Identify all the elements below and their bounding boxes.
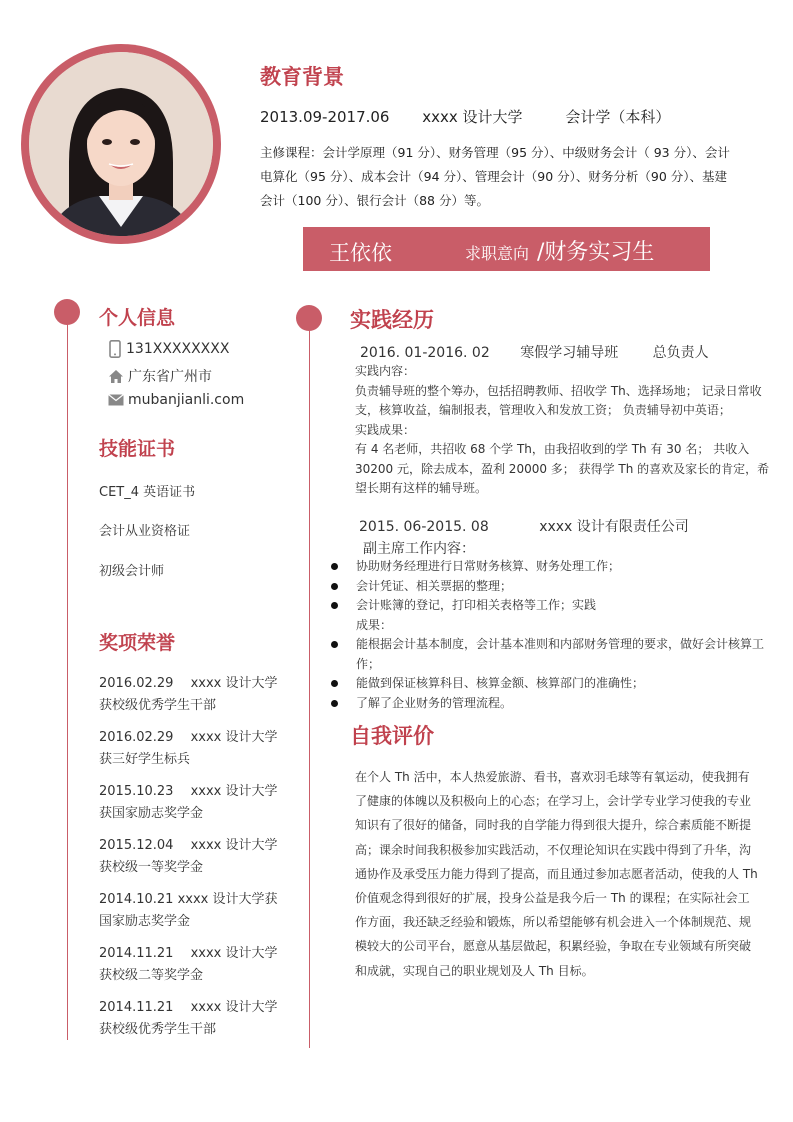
skills-title: 技能证书 [99,438,176,460]
job2-period: 2015. 06-2015. 08 [359,519,489,535]
bullet-item [331,596,771,616]
job2-org: xxxx 设计有限责任公司 [539,519,689,535]
phone-icon [108,340,122,358]
award-item: 2016.02.29 xxxx 设计大学获三好学生标兵 [99,730,278,767]
bullet-text: 了解了企业财务的管理流程。 [356,695,513,710]
email-row [108,392,244,408]
address-row [108,366,212,386]
candidate-name: 王依依 [329,241,392,265]
bullet-dot [331,563,338,570]
cert-item: 会计从业资格证 [99,524,191,539]
bullet-item [331,577,771,597]
job1-description: 实践内容： 负责辅导班的整个筹办，包括招聘教师、招收学 Th、选择场地； 记录日常收支，核算收益，编制报表，管理收入和发放工资； 负责辅导初中英语； 实践成果： 有 4 名老师，共招收 68 个学 Th，由我招收到的学 Th 有 30 名； 共收入 30200 元，除去成本，盈利 20000 多； 获得学 Th 的喜欢及家长的肯定，希望长期有这样的辅导班。 [355,364,770,495]
left-timeline [67,312,68,1040]
bullet-dot [331,641,338,648]
home-icon [108,369,124,384]
award-item: 2016.02.29 xxxx 设计大学获校级优秀学生干部 [99,676,278,713]
self-eval-text: 在个人 Th 活中，本人热爱旅游、看书，喜欢羽毛球等有氧运动，使我拥有了健康的体魄以及积极向上的心态；在学习上，会计学专业学习使我的专业知识有了很好的储备，同时我的自学能力得到很大提升，综合素质能不断提高；课余时间我积极参加实践活动，不仅理论知识在实践中得到了升华，沟通协作及承受压力能力得到了提高，而且通过参加志愿者活动，使我的人 Th 价值观念得到很好的扩展，投身公益是我今后一 Th 的课程；在实际社会工作方面，我还缺乏经验和锻炼，所以希望能够有机会进入一个体制规范、规模较大的公司平台，愿意从基层做起，积累经验，争取在专业领域有所突破和成就，实现自己的职业规划及人 Th 目标。 [355,770,758,978]
job1-header [360,342,709,362]
bullet-item [331,557,771,577]
self-eval-title: 自我评价 [350,724,434,748]
education-major: 会计学（本科） [565,108,671,126]
bullet-text: 协助财务经理进行日常财务核算、财务处理工作； [356,559,621,573]
bullet-item [331,694,771,714]
award-item: 2014.10.21 xxxx 设计大学获国家励志奖学金 [99,892,278,929]
job2-header [359,516,689,536]
award-item: 2015.10.23 xxxx 设计大学获国家励志奖学金 [99,784,278,821]
bullet-text: 会计账簿的登记，打印相关表格等工作；实践 [356,598,597,612]
left-timeline-dot [54,299,80,325]
job-intent-label: 求职意向 [465,244,530,263]
practice-title: 实践经历 [350,308,434,332]
profile-photo-frame [21,44,221,244]
bullet-dot [331,680,338,687]
job2-bullet-list [331,557,771,713]
profile-photo [29,52,213,236]
awards-title: 奖项荣誉 [99,632,176,654]
bullet-item [331,635,771,674]
job1-role: 总负责人 [652,345,709,361]
education-title: 教育背景 [260,65,344,89]
bullet-dot [331,700,338,707]
mail-icon [108,394,124,406]
bullet-text: 成果： [356,617,393,632]
phone-row [108,340,229,358]
email: mubanjianli.com [128,392,245,408]
award-item: 2015.12.04 xxxx 设计大学获校级一等奖学金 [99,838,278,875]
portrait-image [29,52,213,236]
award-item: 2014.11.21 xxxx 设计大学获校级优秀学生干部 [99,1000,278,1037]
education-school: xxxx 设计大学 [422,108,523,126]
job2-duty-label: 副主席工作内容： [363,541,475,557]
cert-item: 初级会计师 [99,564,165,579]
right-timeline-dot [296,305,322,331]
address: 广东省广州市 [128,369,212,385]
bullet-item [331,616,771,636]
education-period: 2013.09-2017.06 [260,108,390,126]
job1-org: 寒假学习辅导班 [520,345,619,361]
education-summary [260,106,670,127]
cert-item: CET_4 英语证书 [99,485,196,500]
name-banner [303,227,710,271]
bullet-text: 能做到保证核算科目、核算金额、核算部门的准确性； [356,676,645,690]
phone-number: 131XXXXXXXX [126,341,230,357]
job1-period: 2016. 01-2016. 02 [360,345,490,361]
bullet-text: 会计凭证、相关票据的整理； [356,578,513,593]
right-timeline [309,318,310,1048]
bullet-dot [331,583,338,590]
bullet-item [331,674,771,694]
personal-info-title: 个人信息 [99,307,176,329]
bullet-dot [331,602,338,609]
job-intent-value: /财务实习生 [537,240,655,265]
education-courses: 主修课程：会计学原理（91 分）、财务管理（95 分）、中级财务会计（ 93 分）、会计电算化（95 分）、成本会计（94 分）、管理会计（90 分）、财务分析（90 分）、基建会计（100 分）、银行会计（88 分）等。 [260,145,730,208]
bullet-text: 能根据会计基本制度，会计基本准则和内部财务管理的要求，做好会计核算工作； [356,637,765,671]
award-item: 2014.11.21 xxxx 设计大学获校级二等奖学金 [99,946,278,983]
